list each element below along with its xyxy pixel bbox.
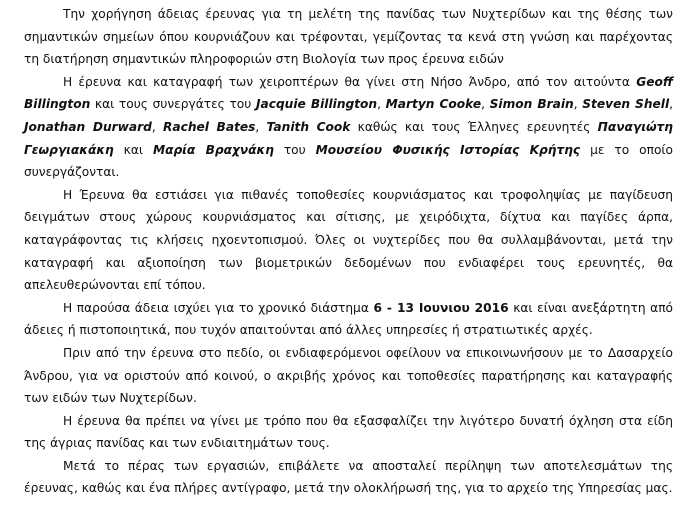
paragraph-text: Πριν από την έρευνα στο πεδίο, οι ενδιαφερόμενοι οφείλουν να επικοινωνήσουν με το Δασαρχείο Άνδρου, για να οριστούν από κοινού, ο ακριβής χρόνος και τοποθεσίες παρατήρησης και καταγραφής των ειδών των Νυχτερίδων. bbox=[24, 345, 673, 406]
text-segment: , bbox=[255, 119, 267, 134]
validity-dates: 6 - 13 Ιουνιου 2016 bbox=[373, 300, 509, 315]
text-segment: με το οποίο συνεργάζονται. bbox=[24, 142, 673, 180]
paragraph-text: Την χορήγηση άδειας έρευνας για τη μελέτη της πανίδας των Νυχτερίδων και της θέσης των σημαντικών σημείων όπου κουρνιάζουν και τρέφονται, γεμίζοντας τα κενά στη γνώση και παρέχοντας τη διατήρηση σημαντικών πληροφοριών στη Βιολογία των προς έρευνα ειδών bbox=[24, 7, 673, 67]
text-segment: , bbox=[669, 97, 673, 112]
researcher-name: Tanith Cook bbox=[266, 119, 351, 134]
text-segment: Η παρούσα άδεια ισχύει για το χρονικό διάστημα bbox=[63, 300, 374, 315]
paragraph-text: Μετά το πέρας των εργασιών, επιβάλετε να αποσταλεί περίληψη των αποτελεσμάτων της έρευνας, καθώς και ένα πλήρες αντίγραφο, μετά την ολοκλήρωσή της, για το αρχείο της Υπηρεσίας μας. bbox=[24, 458, 673, 496]
paragraph-text: Η Έρευνα θα εστιάσει για πιθανές τοποθεσίες κουρνιάσματος και τροφοληψίας με παγίδευση δειγμάτων στους χώρους κουρνιάσματος και σίτισης, με χειρόδιχτα, δίχτυα και παγίδες άρπα, καταγράφοντας τις κλήσεις ηχοεντοπισμού. Όλες οι νυχτερίδες που θα συλλαμβάνονται, μετά την καταγραφή και αξιοποίηση των βιομετρικών δεδομένων που ενδιαφέρει τους ερευνητές, θα απελευθερώνονται επί τόπου. bbox=[24, 187, 673, 293]
paragraph-validity-period bbox=[24, 297, 673, 342]
text-segment: Η έρευνα και καταγραφή των χειροπτέρων θα γίνει στη Νήσο Άνδρο, από τον αιτούντα bbox=[63, 74, 637, 89]
researcher-name: Jonathan Durward bbox=[24, 119, 152, 134]
researcher-name: Παναγιώτη Γεωργιακάκη bbox=[24, 119, 673, 157]
paragraph-minimal-disturbance bbox=[24, 410, 673, 455]
paragraph-report-submission bbox=[24, 455, 673, 500]
paragraph-contact-forestry bbox=[24, 342, 673, 410]
text-segment: του bbox=[273, 142, 316, 157]
text-segment: , bbox=[573, 97, 583, 112]
text-segment: , bbox=[481, 97, 490, 112]
researcher-name: Martyn Cooke bbox=[385, 97, 482, 112]
researcher-name: Rachel Bates bbox=[162, 119, 256, 134]
text-segment: , bbox=[151, 119, 163, 134]
institution-name: Μουσείου Φυσικής Ιστορίας Κρήτης bbox=[315, 142, 581, 157]
text-segment: , bbox=[377, 97, 386, 112]
researcher-name: Μαρία Βραχνάκη bbox=[152, 142, 274, 157]
researcher-name: Steven Shell bbox=[582, 97, 670, 112]
paragraph-researchers bbox=[24, 71, 673, 184]
text-segment: και bbox=[113, 142, 153, 157]
text-segment: καθώς και τους Έλληνες ερευνητές bbox=[350, 119, 598, 134]
researcher-name: Jacquie Billington bbox=[255, 97, 378, 112]
text-segment: και τους συνεργάτες του bbox=[90, 97, 256, 112]
researcher-name: Simon Brain bbox=[489, 97, 574, 112]
text-segment: και είναι ανεξάρτητη από άδειες ή πιστοποιητικά, που τυχόν απαιτούνται από άλλες υπηρεσίες ή στρατιωτικές αρχές. bbox=[24, 300, 673, 338]
researcher-name: Geoff Billington bbox=[24, 74, 673, 112]
paragraph-methodology bbox=[24, 184, 673, 297]
paragraph-text: Η έρευνα θα πρέπει να γίνει με τρόπο που θα εξασφαλίζει την λιγότερο δυνατή όχληση στα είδη της άγριας πανίδας και των ενδιαιτημάτων τους. bbox=[24, 413, 673, 451]
paragraph-research-permit-purpose bbox=[24, 3, 673, 71]
